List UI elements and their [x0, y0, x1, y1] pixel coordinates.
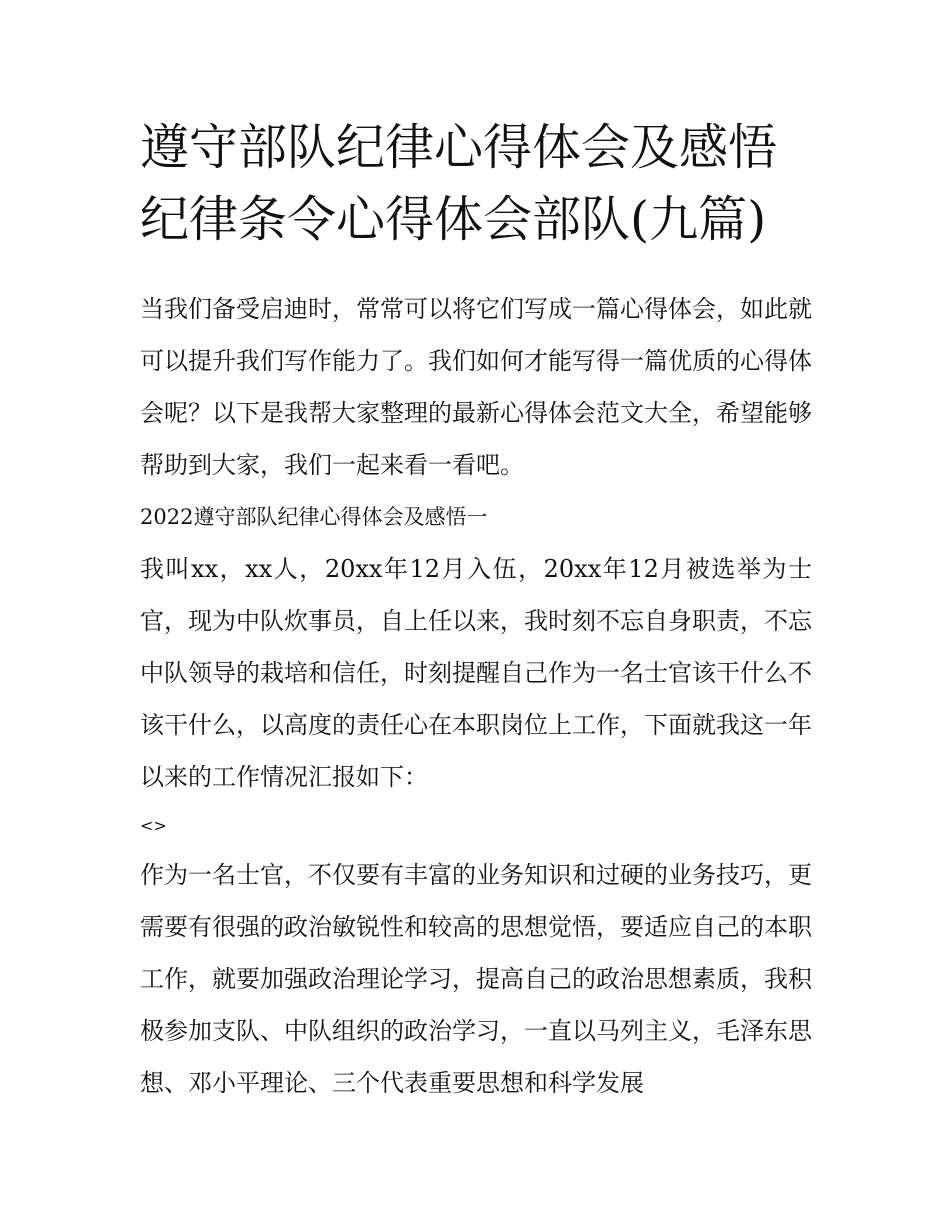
body-paragraph-1: 我叫xx，xx人，20xx年12月入伍，20xx年12月被选举为士官，现为中队炊事员，自上任以来，我时刻不忘自身职责，不忘中队领导的栽培和信任，时刻提醒自己作为一名士官该干什么不该干什么，以高度的责任心在本职岗位上工作，下面就我这一年以来的工作情况汇报如下： — [140, 555, 812, 791]
document-title — [140, 112, 812, 256]
body-paragraph-2: 作为一名士官，不仅要有丰富的业务知识和过硬的业务技巧，更需要有很强的政治敏锐性和较高的思想觉悟，要适应自己的本职工作，就要加强政治理论学习，提高自己的政治思想素质，我积极参加支队、中队组织的政治学习，一直以马列主义，毛泽东思想、邓小平理论、三个代表重要思想和科学发展 — [140, 861, 812, 1097]
document-content — [140, 112, 812, 1109]
title-line-1: 遵守部队纪律心得体会及感悟 — [140, 119, 778, 176]
angle-bracket-marker: <> — [140, 816, 167, 835]
intro-paragraph: 当我们备受启迪时，常常可以将它们写成一篇心得体会，如此就可以提升我们写作能力了。我们如何才能写得一篇优质的心得体会呢？以下是我帮大家整理的最新心得体会范文大全，希望能够帮助到大家，我们一起来看一看吧。 — [140, 295, 812, 479]
title-line-2: 纪律条令心得体会部队(九篇) — [140, 191, 767, 248]
section-heading: 2022遵守部队纪律心得体会及感悟一 — [140, 505, 488, 529]
document-body — [140, 283, 812, 1109]
